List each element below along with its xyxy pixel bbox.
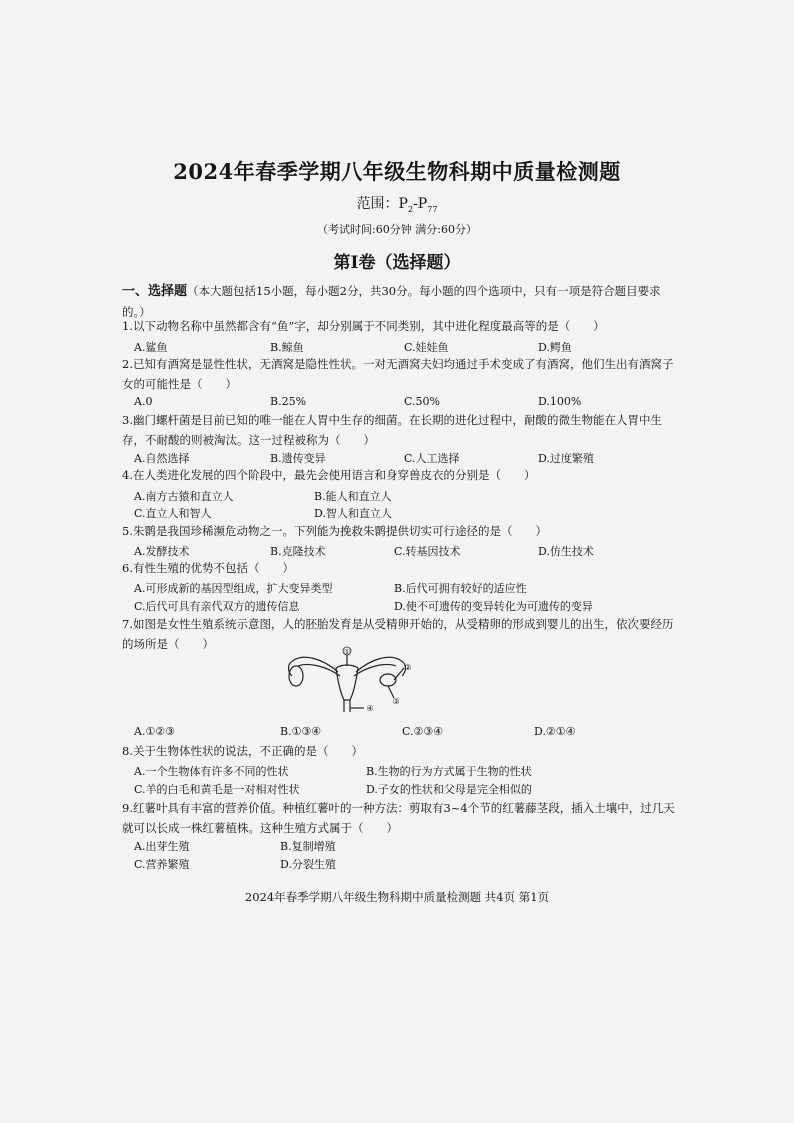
option-d: D.鳄鱼	[538, 341, 572, 354]
part-title: 第Ⅰ卷（选择题）	[333, 253, 461, 273]
option-b: B.能人和直立人	[314, 490, 392, 503]
option-c: C.直立人和智人	[134, 507, 212, 520]
options-6-row1	[134, 580, 694, 598]
options-4-row1	[134, 488, 694, 506]
scope-prefix: 范围：P	[356, 196, 408, 212]
question-9: 9.红薯叶具有丰富的营养价值。种植红薯叶的一种方法：剪取有3~4个节的红薯藤茎段，插入土壤中，过几天就可以长成一株红薯植株。这种生殖方式属于（ ）	[122, 801, 675, 835]
option-b: B.①③④	[280, 725, 322, 738]
label-1: ①	[343, 648, 351, 656]
options-8-row2	[134, 781, 694, 799]
option-a: A.南方古猿和直立人	[134, 490, 234, 503]
option-d: D.过度繁殖	[538, 452, 594, 465]
option-c: C.50%	[404, 395, 440, 408]
option-d: D.100%	[538, 395, 582, 408]
section-title: 一、选择题	[122, 284, 188, 299]
question-4: 4.在人类进化发展的四个阶段中，最先会使用语言和身穿兽皮衣的分别是（ ）	[122, 468, 536, 482]
scope-dash: -P	[413, 196, 428, 212]
option-b: B.复制增殖	[280, 840, 336, 853]
question-2: 2.已知有酒窝是显性性状，无酒窝是隐性性状。一对无酒窝夫妇均通过手术变成了有酒窝，他们生出有酒窝子女的可能性是（ ）	[122, 357, 674, 391]
label-3: ③	[392, 697, 400, 706]
option-c: C.羊的白毛和黄毛是一对相对性状	[134, 783, 300, 796]
option-c: C.营养繁殖	[134, 858, 190, 871]
question-3: 3.幽门螺杆菌是目前已知的唯一能在人胃中生存的细菌。在长期的进化过程中，耐酸的微生物能在人胃中生存，不耐酸的则被淘汰。这一过程被称为（ ）	[122, 413, 662, 447]
option-c: C.娃娃鱼	[404, 341, 449, 354]
label-4: ④	[366, 704, 374, 713]
option-d: D.②①④	[534, 725, 576, 738]
option-a: A.发酵技术	[134, 545, 190, 558]
option-c: C.②③④	[402, 725, 444, 738]
question-5: 5.朱鹮是我国珍稀濒危动物之一。下列能为挽救朱鹮提供切实可行途径的是（ ）	[122, 524, 547, 538]
option-b: B.克隆技术	[270, 545, 326, 558]
option-a: A.鲨鱼	[134, 341, 168, 354]
option-c: C.人工选择	[404, 452, 460, 465]
option-b: B.鲸鱼	[270, 341, 304, 354]
exam-time-info: （考试时间:60分钟 满分:60分）	[317, 223, 477, 236]
question-6: 6.有性生殖的优势不包括（ ）	[122, 561, 294, 575]
option-d: D.子女的性状和父母是完全相似的	[366, 783, 532, 796]
option-d: D.使不可遗传的变异转化为可遗传的变异	[394, 600, 593, 613]
question-1: 1.以下动物名称中虽然都含有“鱼”字，却分别属于不同类别，其中进化程度最高等的是（ ）	[122, 319, 605, 333]
option-c: C.转基因技术	[394, 545, 461, 558]
question-8: 8.关于生物体性状的说法，不正确的是（ ）	[122, 744, 363, 758]
option-b: B.遗传变异	[270, 452, 326, 465]
section-instructions: （本大题包括15小题，每小题2分，共30分。每小题的四个选项中，只有一项是符合题目要求的。）	[122, 284, 661, 319]
option-d: D.分裂生殖	[280, 858, 336, 871]
option-d: D.仿生技术	[538, 545, 594, 558]
option-a: A.自然选择	[134, 452, 190, 465]
options-9-row1	[134, 838, 694, 856]
option-a: A.可形成新的基因型组成，扩大变异类型	[134, 582, 333, 595]
option-a: A.①②③	[134, 725, 176, 738]
option-a: A.出芽生殖	[134, 840, 190, 853]
option-b: B.25%	[270, 395, 307, 408]
scope-sub-end: 77	[427, 204, 438, 214]
question-7: 7.如图是女性生殖系统示意图，人的胚胎发育是从受精卵开始的，从受精卵的形成到婴儿的出生，依次要经历的场所是（ ）	[122, 617, 674, 651]
option-b: B.生物的行为方式属于生物的性状	[366, 765, 532, 778]
option-b: B.后代可拥有较好的适应性	[394, 582, 527, 595]
option-c: C.后代可具有亲代双方的遗传信息	[134, 600, 300, 613]
exam-scope	[0, 193, 794, 214]
exam-title: 2024年春季学期八年级生物科期中质量检测题	[173, 159, 621, 184]
female-reproductive-diagram	[282, 646, 412, 718]
page-footer: 2024年春季学期八年级生物科期中质量检测题 共4页 第1页	[244, 890, 550, 904]
options-9-row2	[134, 856, 694, 874]
options-8-row1	[134, 763, 694, 781]
label-2: ②	[404, 663, 412, 672]
option-a: A.0	[134, 395, 153, 408]
option-d: D.智人和直立人	[314, 507, 392, 520]
scope-sub-start: 2	[407, 204, 414, 214]
option-a: A.一个生物体有许多不同的性状	[134, 765, 289, 778]
